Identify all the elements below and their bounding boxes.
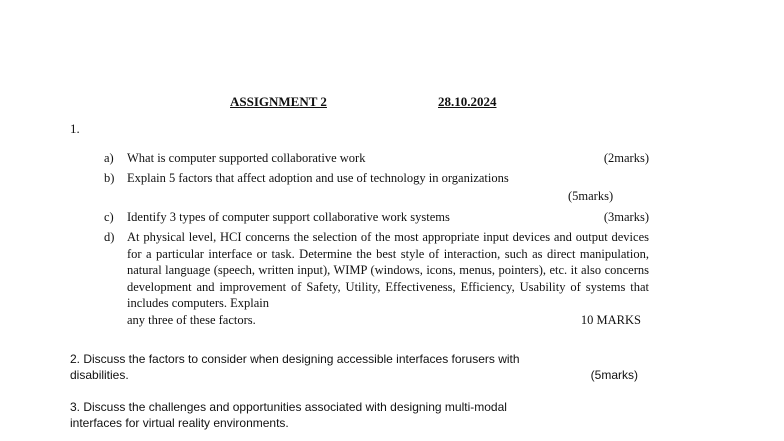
question-1a <box>104 150 649 167</box>
question-3-line2: interfaces for virtual reality environments. <box>70 416 289 430</box>
item-label: d) <box>104 230 115 244</box>
assignment-header <box>230 94 497 110</box>
question-1d <box>104 229 649 331</box>
item-last-line <box>127 312 649 329</box>
item-text-last: any three of these factors. <box>127 312 256 327</box>
item-marks: 10 MARKS <box>580 312 641 327</box>
question-1b-marks: (5marks) <box>568 189 614 203</box>
assignment-title: ASSIGNMENT 2 <box>230 94 327 109</box>
question-2-marks: (5marks) <box>590 368 638 382</box>
question-2-line1: 2. Discuss the factors to consider when designing accessible interfaces forusers with <box>70 352 520 366</box>
item-label: c) <box>104 210 114 224</box>
item-label: b) <box>104 171 115 185</box>
item-marks: (3marks) <box>603 210 649 224</box>
item-text: Explain 5 factors that affect adoption and use of technology in organizations <box>127 171 509 185</box>
item-text: At physical level, HCI concerns the selection of the most appropriate input devices and output devices for a particular interface or task. Determine the best style of interaction, such as direct manipulation, natural language (speech, written input), WIMP (windows, icons, menus, pointers), etc. it also concerns development and improvement of Safety, Utility, Effectiveness, Efficiency, Usability of systems that includes computers. Explain <box>127 230 649 310</box>
question-2-line2-row <box>70 367 638 383</box>
item-text-block <box>127 229 649 328</box>
item-text: What is computer supported collaborative work <box>127 151 366 165</box>
question-1c <box>104 209 649 226</box>
item-marks: (2marks) <box>603 151 649 165</box>
item-label: a) <box>104 151 114 165</box>
question-2 <box>70 351 638 383</box>
question-2-line2: disabilities. <box>70 368 129 382</box>
question-1b <box>104 170 649 187</box>
question-3 <box>70 399 638 431</box>
question-3-line1: 3. Discuss the challenges and opportunities associated with designing multi-modal <box>70 400 507 414</box>
question-1-number: 1. <box>70 121 80 136</box>
item-text: Identify 3 types of computer support collaborative work systems <box>127 210 450 224</box>
assignment-date: 28.10.2024 <box>438 94 497 109</box>
